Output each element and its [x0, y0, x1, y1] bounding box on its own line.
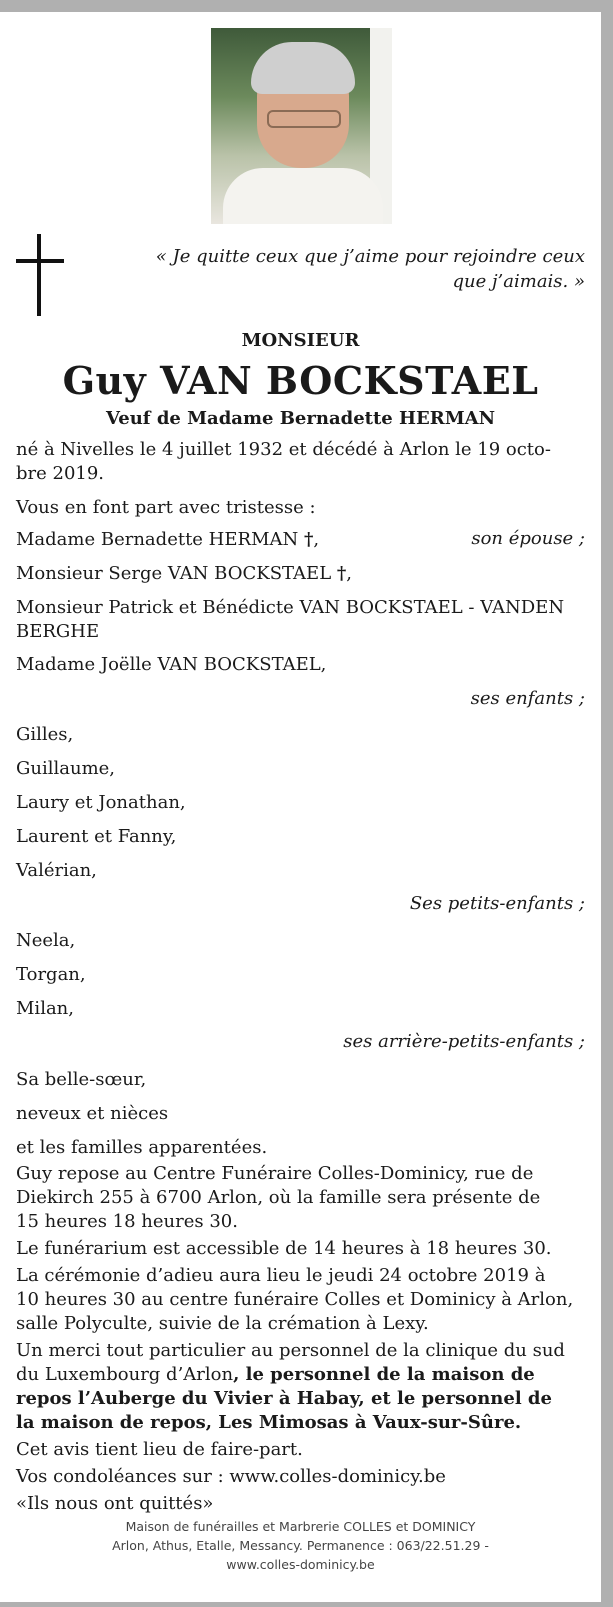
condolences-line: Vos condoléances sur : www.colles-dominicy.be — [16, 1466, 446, 1487]
great-grandchild-line: Neela, — [16, 930, 76, 951]
notice-line: Cet avis tient lieu de faire-part. — [16, 1439, 303, 1460]
relative-line: et les familles apparentées. — [16, 1137, 268, 1158]
great-grandchild-line: Torgan, — [16, 964, 86, 985]
ceremony-line: La cérémonie d’adieu aura lieu le jeudi 24 octobre 2019 à — [16, 1265, 546, 1286]
thanks-line: Un merci tout particulier au personnel de la clinique du sud — [16, 1340, 565, 1361]
grandchild-line: Gilles, — [16, 724, 74, 745]
grandchild-line: Valérian, — [16, 860, 97, 881]
children-role: ses enfants ; — [470, 688, 585, 709]
ceremony-line: salle Polyculte, suivie de la crémation à Lexy. — [16, 1313, 429, 1334]
child-line: BERGHE — [16, 621, 100, 642]
child-line: Monsieur Patrick et Bénédicte VAN BOCKSTAEL - VANDEN — [16, 597, 565, 618]
portrait-photo — [211, 28, 392, 224]
spouse-role: son épouse ; — [471, 528, 585, 549]
birth-line: bre 2019. — [16, 463, 105, 484]
widower-line: Veuf de Madame Bernadette HERMAN — [105, 408, 496, 429]
obituary-page — [0, 12, 601, 1602]
access-line: Le funérarium est accessible de 14 heures à 18 heures 30. — [16, 1238, 552, 1259]
repose-line: Guy repose au Centre Funéraire Colles-Dominicy, rue de — [16, 1163, 534, 1184]
section-label: «Ils nous ont quittés» — [16, 1493, 214, 1514]
deceased-name: Guy VAN BOCKSTAEL — [62, 358, 539, 403]
birth-line: né à Nivelles le 4 juillet 1932 et décédé à Arlon le 19 octo- — [16, 439, 551, 460]
grandchild-line: Laury et Jonathan, — [16, 792, 186, 813]
spouse-line: Madame Bernadette HERMAN †, — [16, 529, 320, 550]
intro: Vous en font part avec tristesse : — [16, 497, 316, 518]
relative-line: neveux et nièces — [16, 1103, 169, 1124]
ceremony-line: 10 heures 30 au centre funéraire Colles et Dominicy à Arlon, — [16, 1289, 574, 1310]
thanks-line: du Luxembourg d’Arlon, le personnel de la maison de — [16, 1364, 535, 1385]
great-grandchildren-role: ses arrière-petits-enfants ; — [343, 1031, 585, 1052]
great-grandchild-line: Milan, — [16, 998, 74, 1019]
title: MONSIEUR — [241, 330, 360, 351]
footer-link[interactable]: www.colles-dominicy.be — [226, 1557, 375, 1572]
grandchildren-role: Ses petits-enfants ; — [409, 893, 585, 914]
relative-line: Sa belle-sœur, — [16, 1069, 147, 1090]
thanks-line: repos l’Auberge du Vivier à Habay, et le personnel de — [16, 1388, 552, 1409]
child-line: Monsieur Serge VAN BOCKSTAEL †, — [16, 563, 353, 584]
thanks-line: la maison de repos, Les Mimosas à Vaux-sur-Sûre. — [16, 1412, 522, 1433]
grandchild-line: Laurent et Fanny, — [16, 826, 177, 847]
grandchild-line: Guillaume, — [16, 758, 116, 779]
child-line: Madame Joëlle VAN BOCKSTAEL, — [16, 654, 327, 675]
footer-line: Maison de funérailles et Marbrerie COLLES et DOMINICY — [125, 1519, 476, 1534]
footer-line: Arlon, Athus, Etalle, Messancy. Permanence : 063/22.51.29 - — [112, 1538, 489, 1553]
repose-line: Diekirch 255 à 6700 Arlon, où la famille sera présente de — [16, 1187, 541, 1208]
repose-line: 15 heures 18 heures 30. — [16, 1211, 238, 1232]
cross-icon — [16, 234, 64, 316]
quote: « Je quitte ceux que j’aime pour rejoindre ceux que j’aimais. » — [155, 246, 585, 292]
